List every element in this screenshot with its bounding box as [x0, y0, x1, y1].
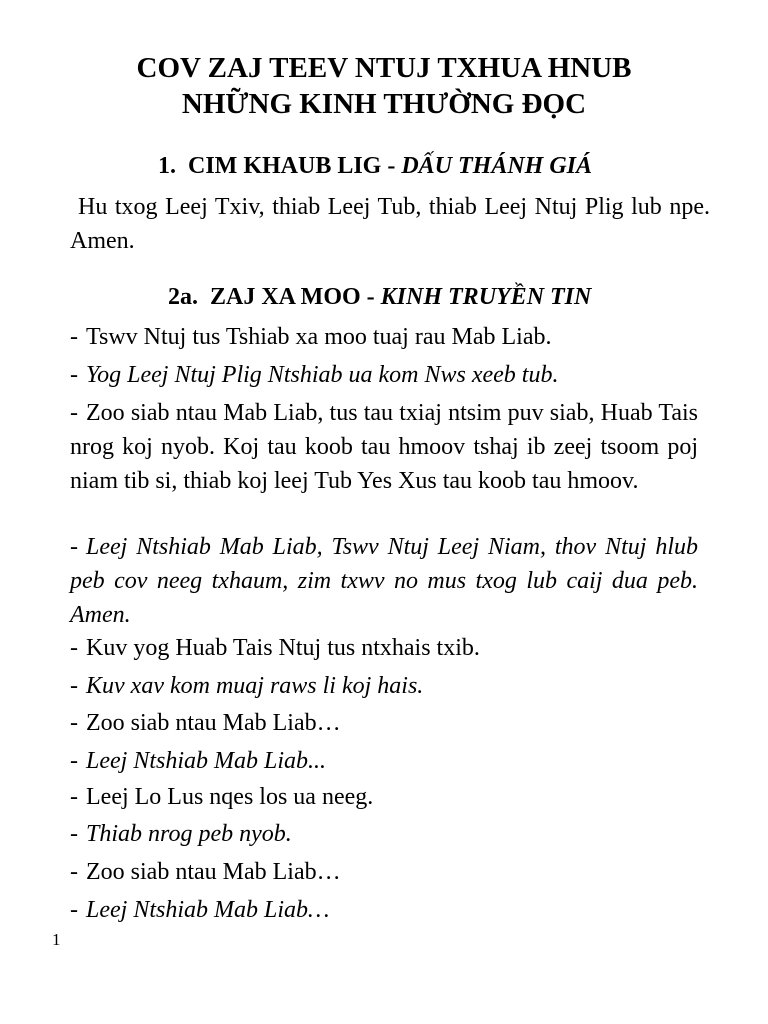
list-item-text: Zoo siab ntau Mab Liab, tus tau txiaj ntsim puv siab, Huab Tais nrog koj nyob. Koj tau koob tau hmoov tshaj ib zeej tsoom poj niam tib si, thiab koj leej Tub Yes Xus tau koob tau hmoov.	[70, 400, 698, 494]
dash: -	[70, 635, 78, 661]
section-1-number: 1.	[158, 153, 176, 179]
section-2-heading-text: ZAJ XA MOO -	[210, 284, 381, 310]
dash: -	[70, 362, 78, 388]
list-item	[70, 530, 698, 632]
list-item-text: Leej Ntshiab Mab Liab, Tswv Ntuj Leej Niam, thov Ntuj hlub peb cov neeg txhaum, zim txwv no mus txog lub caij dua peb. Amen.	[70, 534, 698, 628]
list-item	[70, 669, 698, 703]
section-1-heading-text: CIM KHAUB LIG -	[188, 153, 402, 179]
list-item	[70, 631, 698, 665]
page-number: 1	[52, 930, 61, 949]
section-1-text: Hu txog Leej Txiv, thiab Leej Tub, thiab Leej Ntuj Plig lub npe. Amen.	[70, 194, 710, 254]
dash: -	[70, 821, 78, 847]
title-line-1: COV ZAJ TEEV NTUJ TXHUA HNUB	[136, 52, 632, 84]
list-item-text: Kuv xav kom muaj raws li koj hais.	[86, 673, 424, 699]
section-1-heading-vi: DẤU THÁNH GIÁ	[401, 153, 593, 179]
list-item-text: Thiab nrog peb nyob.	[86, 821, 292, 847]
dash: -	[70, 748, 78, 774]
list-item	[70, 817, 698, 851]
list-item	[70, 855, 698, 889]
list-item-text: Yog Leej Ntuj Plig Ntshiab ua kom Nws xeeb tub.	[86, 362, 559, 388]
dash: -	[70, 324, 78, 350]
list-item	[70, 893, 698, 927]
list-item	[70, 780, 698, 814]
dash: -	[70, 784, 78, 810]
dash: -	[70, 897, 78, 923]
list-item	[70, 358, 698, 392]
page-title	[0, 50, 768, 122]
section-2-heading-vi: KINH TRUYỀN TIN	[380, 284, 592, 310]
dash: -	[70, 710, 78, 736]
list-item-text: Zoo siab ntau Mab Liab…	[86, 859, 341, 885]
section-2-number: 2a.	[168, 284, 198, 310]
list-item-text: Zoo siab ntau Mab Liab…	[86, 710, 341, 736]
dash: -	[70, 673, 78, 699]
dash: -	[70, 534, 78, 560]
list-item-text: Kuv yog Huab Tais Ntuj tus ntxhais txib.	[86, 635, 480, 661]
list-item	[70, 396, 698, 498]
list-item	[70, 744, 698, 778]
dash: -	[70, 859, 78, 885]
list-item-text: Leej Lo Lus nqes los ua neeg.	[86, 784, 374, 810]
title-line-2: NHỮNG KINH THƯỜNG ĐỌC	[181, 88, 587, 120]
section-1-heading	[158, 153, 592, 180]
list-item	[70, 320, 698, 354]
list-item-text: Leej Ntshiab Mab Liab…	[86, 897, 330, 923]
list-item	[70, 706, 698, 740]
dash: -	[70, 400, 78, 426]
list-item-text: Tswv Ntuj tus Tshiab xa moo tuaj rau Mab Liab.	[86, 324, 552, 350]
section-2-heading	[168, 284, 591, 311]
list-item-text: Leej Ntshiab Mab Liab...	[86, 748, 327, 774]
